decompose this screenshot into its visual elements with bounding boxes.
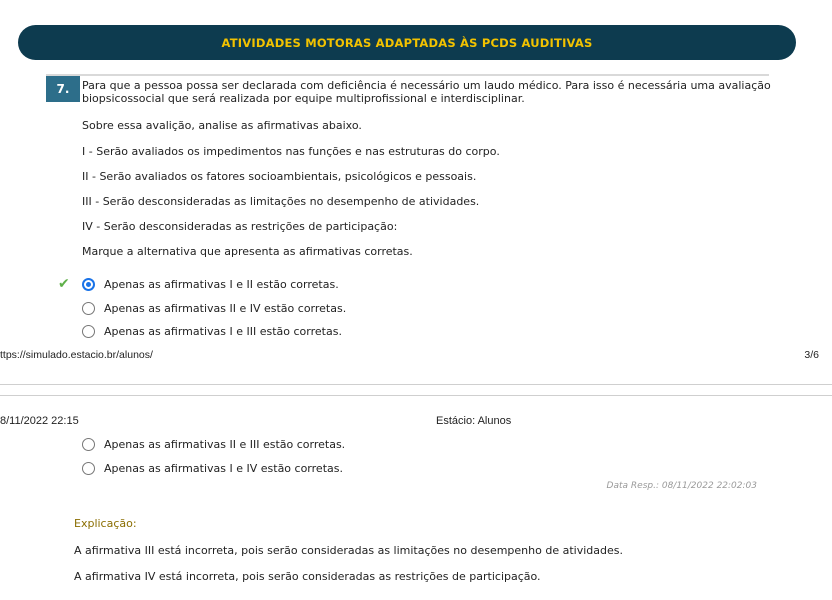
- check-mark-icon: ✔: [58, 276, 70, 292]
- statement-item-1: I - Serão avaliados os impedimentos nas funções e nas estruturas do corpo.: [82, 145, 500, 158]
- radio-icon[interactable]: [82, 438, 95, 451]
- explanation-title: Explicação:: [74, 517, 137, 530]
- answer-option-label: Apenas as afirmativas I e II estão corretas.: [104, 277, 339, 291]
- answer-option-4[interactable]: [82, 436, 345, 452]
- radio-icon[interactable]: [82, 325, 95, 338]
- statement-item-4: IV - Serão desconsideradas as restrições de participação:: [82, 220, 398, 233]
- statement-item-3: III - Serão desconsideradas as limitações no desempenho de atividades.: [82, 195, 480, 208]
- print-footer-url: ttps://simulado.estacio.br/alunos/: [0, 349, 153, 361]
- question-statement: Para que a pessoa possa ser declarada com deficiência é necessário um laudo médico. Para isso é necessária uma avaliação biopsicossocial que será realizada por equipe multiprofissional e interdisciplinar.: [82, 79, 771, 105]
- page-break: [0, 384, 832, 396]
- answer-option-label: Apenas as afirmativas II e IV estão corretas.: [104, 301, 347, 315]
- print-header-title: Estácio: Alunos: [436, 415, 512, 427]
- print-footer-page-number: 3/6: [804, 349, 819, 361]
- answer-option-5[interactable]: [82, 460, 343, 476]
- response-date: Data Resp.: 08/11/2022 22:02:03: [606, 481, 757, 491]
- answer-option-label: Apenas as afirmativas I e IV estão corretas.: [104, 461, 343, 475]
- answer-option-1[interactable]: [82, 276, 339, 292]
- answer-option-label: Apenas as afirmativas II e III estão corretas.: [104, 437, 346, 451]
- statement-item-2: II - Serão avaliados os fatores socioambientais, psicológicos e pessoais.: [82, 170, 477, 183]
- question-divider: [46, 74, 769, 76]
- subject-title: ATIVIDADES MOTORAS ADAPTADAS ÀS PCDS AUDITIVAS: [221, 35, 593, 50]
- radio-icon[interactable]: [82, 462, 95, 475]
- print-header-date: 8/11/2022 22:15: [0, 415, 79, 427]
- radio-icon[interactable]: [82, 302, 95, 315]
- answer-option-2[interactable]: [82, 300, 346, 316]
- radio-selected-icon[interactable]: [82, 278, 95, 291]
- question-number-badge: 7.: [46, 76, 80, 102]
- answer-option-label: Apenas as afirmativas I e III estão corretas.: [104, 324, 342, 338]
- question-intro: Sobre essa avalição, analise as afirmativas abaixo.: [82, 119, 362, 132]
- explanation-line-2: A afirmativa IV está incorreta, pois serão consideradas as restrições de participação.: [74, 570, 541, 583]
- question-prompt: Marque a alternativa que apresenta as afirmativas corretas.: [82, 245, 413, 258]
- answer-option-3[interactable]: [82, 323, 342, 339]
- explanation-line-1: A afirmativa III está incorreta, pois serão consideradas as limitações no desempenho de atividades.: [74, 544, 623, 557]
- subject-banner: [18, 25, 796, 60]
